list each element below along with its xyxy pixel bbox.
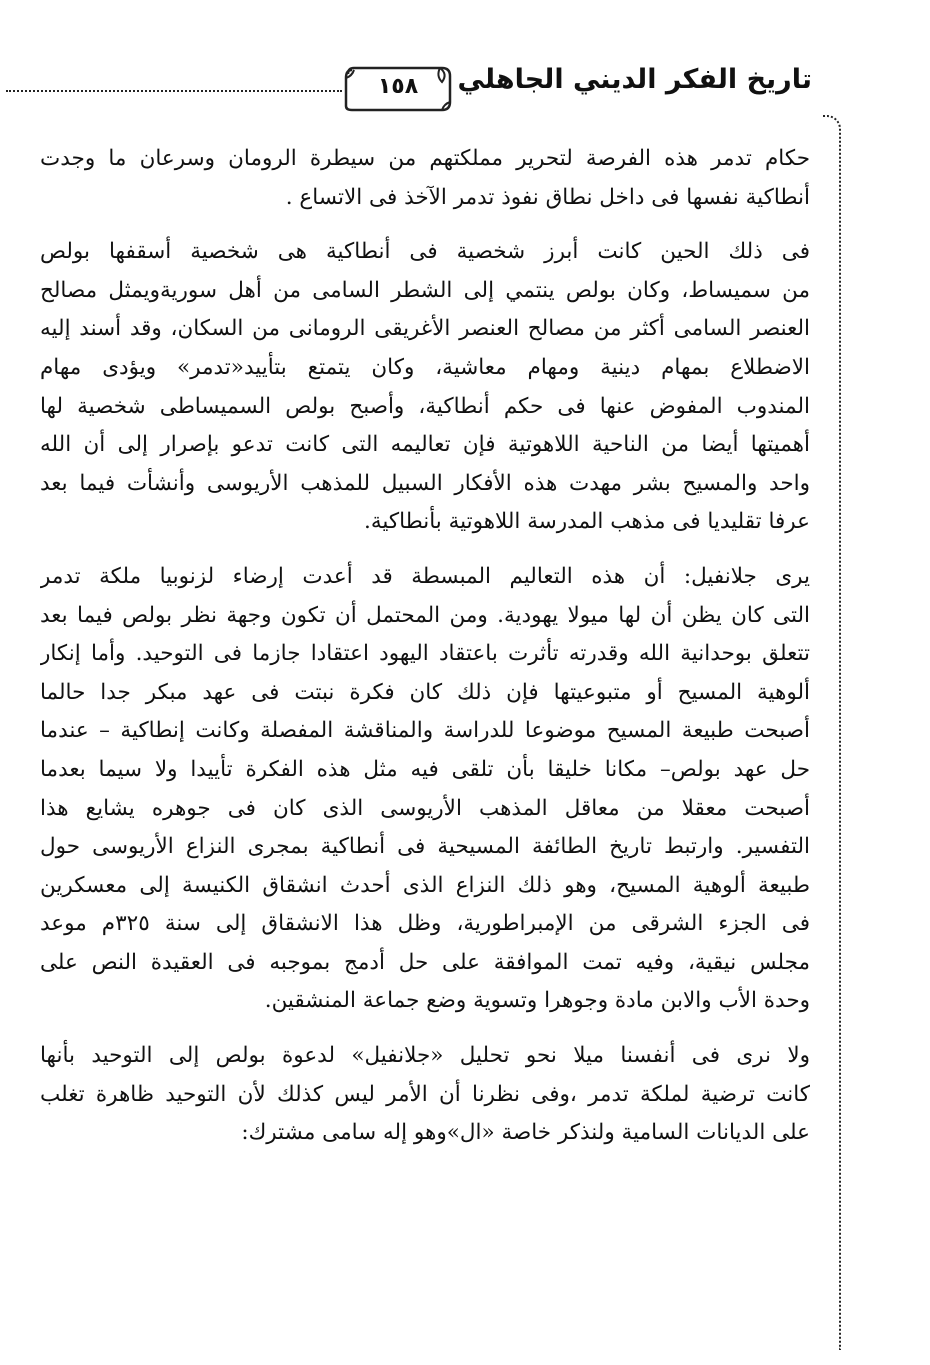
text-line: طبيعة ألوهية المسيح، وهو ذلك النزاع الذى أحدث انشقاق الكنيسة إلى معسكرين bbox=[40, 872, 810, 898]
text-line: على الديانات السامية ولنذكر خاصة «ال»وهو إله سامى مشترك: bbox=[241, 1120, 810, 1146]
text-line: يرى جلانفيل: أن هذه التعاليم المبسطة قد أعدت إرضاء لزنوبيا ملكة تدمر bbox=[40, 563, 810, 589]
text-line: من سميساط، وكان بولص ينتمي إلى الشطر السامى من أهل سوريةويمثل مصالح bbox=[40, 277, 810, 303]
paragraph bbox=[40, 233, 810, 542]
text-line: واحد والمسيح بشر مهدت هذه الأفكار السبيل للمذهب الأريوسى وأنشأت فيما بعد bbox=[40, 470, 810, 496]
text-line: المندوب المفوض عنها فى حكم أنطاكية، وأصبح بولص السميساطى شخصية لها bbox=[40, 393, 810, 419]
text-line: التى كان يظن أن لها ميولا يهودية. ومن المحتمل أن تكون وجهة نظر بولص فيما بعد bbox=[40, 602, 810, 628]
text-line: أنطاكية نفسها فى داخل نطاق نفوذ تدمر الآخذ فى الاتساع . bbox=[285, 184, 810, 210]
paragraph bbox=[40, 140, 810, 217]
text-line: تتعلق بوحدانية الله وقدرته تأثرت باعتقاد اليهود اعتقادا جازما فى التوحيد. وأما إنكار bbox=[40, 641, 810, 667]
page-header bbox=[0, 50, 930, 130]
text-line: ألوهية المسيح أو متبوعيتها فإن ذلك كان فكرة نبتت فى عهد مبكر جدا حالما bbox=[40, 679, 810, 705]
text-line: عرفا تقليديا فى مذهب المدرسة اللاهوتية بأنطاكية. bbox=[363, 509, 810, 535]
page-number: ١٥٨ bbox=[377, 74, 419, 99]
text-line: ولا نرى فى أنفسنا ميلا نحو تحليل «جلانفيل» لدعوة بولص إلى التوحيد بأنها bbox=[40, 1043, 810, 1069]
text-line: أصبحت معقلا من معاقل المذهب الأريوسى الذى كان فى جوهره يشايع هذا bbox=[40, 795, 810, 821]
text-line: العنصر السامى أكثر من مصالح العنصر الأغريقى الرومانى من السكان، وقد أسند إليه bbox=[40, 316, 810, 342]
text-line: حل عهد بولص– مكانا خليقا بأن تلقى فيه مثل هذه الفكرة تأييدا ولا سيما بعدما bbox=[40, 756, 810, 782]
header-dotted-rule bbox=[6, 90, 342, 92]
text-line: الاضطلاع بمهام دينية ومهام معاشية، وكان يتمتع بتأييد«تدمر» ويؤدى مهام bbox=[40, 354, 810, 380]
paragraph bbox=[40, 558, 810, 1021]
text-line: التفسير. وارتبط تاريخ الطائفة المسيحية فى أنطاكية بمجرى النزاع الأريوسى حول bbox=[40, 834, 810, 860]
paragraph bbox=[40, 1037, 810, 1153]
text-line: كانت ترضية لملكة تدمر ،وفى نظرنا أن الأمر ليس كذلك لأن التوحيد ظاهرة تغلب bbox=[40, 1081, 810, 1107]
text-line: وحدة الأب والابن مادة وجوهرا وتسوية وضع جماعة المنشقين. bbox=[264, 988, 810, 1014]
text-line: حكام تدمر هذه الفرصة لتحرير مملكتهم من سيطرة الرومان وسرعان ما وجدت bbox=[40, 146, 810, 171]
page-frame-border bbox=[823, 115, 841, 1350]
book-title: تاريخ الفكر الديني الجاهلي bbox=[457, 64, 812, 95]
text-line: أهميتها أيضا من الناحية اللاهوتية فإن تعاليمه التى كانت تدعو بإصرار إلى أن الله bbox=[40, 432, 810, 458]
body-text bbox=[40, 140, 810, 1169]
text-line: مجلس نيقية، وفيه تمت الموافقة على حل أدمج بموجبه فى العقيدة النص على bbox=[40, 949, 810, 975]
text-line: أصبحت طبيعة المسيح موضوعا للدراسة والمناقشة المفصلة وكانت إنطاكية – عندما bbox=[40, 718, 810, 744]
text-line: فى ذلك الحين كانت أبرز شخصية فى أنطاكية هى شخصية أسقفها بولص bbox=[40, 239, 810, 265]
text-line: فى الجزء الشرقى من الإمبراطورية، وظل هذا الانشقاق إلى سنة ٣٢٥م موعد bbox=[40, 911, 810, 937]
